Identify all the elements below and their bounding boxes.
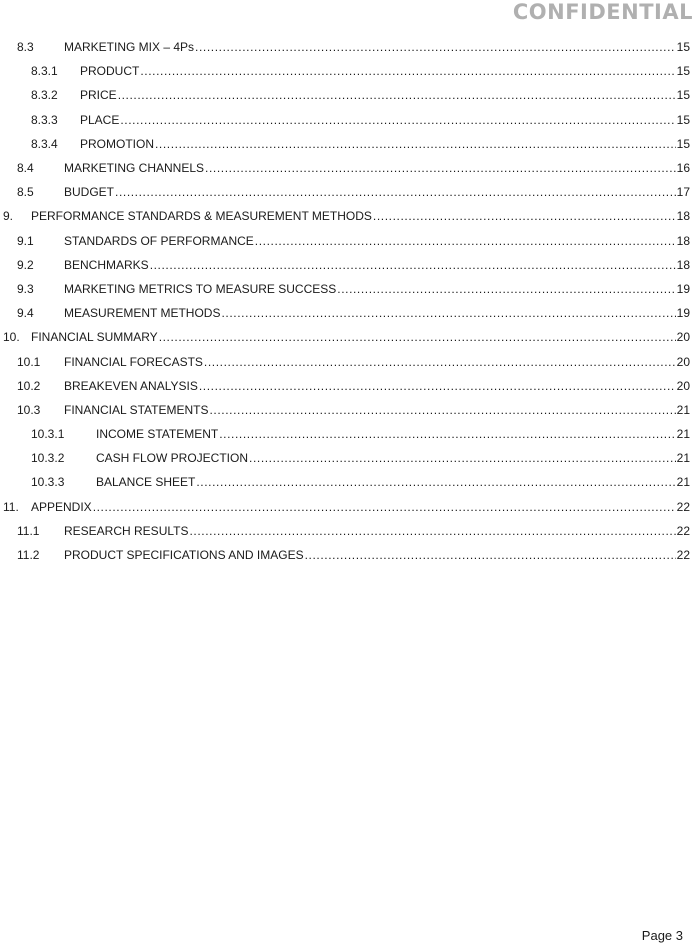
toc-entry[interactable] [0,108,690,132]
toc-entry-page: 20 [676,378,690,393]
toc-entry-title: MARKETING MIX – 4Ps [64,40,195,55]
toc-entry-title: FINANCIAL STATEMENTS [64,402,209,417]
toc-entry-page: 17 [676,185,690,200]
toc-entry-page: 20 [676,330,690,345]
toc-entry[interactable] [0,132,690,156]
toc-entry-page: 15 [676,88,690,103]
toc-dot-leader [255,234,676,248]
toc-dot-leader [115,185,676,199]
toc-entry-title: MARKETING CHANNELS [64,161,205,176]
toc-entry-number: 8.3.1 [31,64,58,79]
table-of-contents [0,35,690,567]
toc-entry-title: PERFORMANCE STANDARDS & MEASUREMENT METHODS [31,209,372,224]
toc-entry[interactable] [0,59,690,83]
toc-entry-title: PRICE [80,88,117,103]
toc-dot-leader [219,427,675,441]
toc-entry-number: 9.3 [17,281,34,296]
toc-entry-page: 21 [676,402,690,417]
toc-dot-leader [205,161,676,175]
toc-dot-leader [189,524,675,538]
toc-entry[interactable] [0,35,690,59]
toc-dot-leader [221,306,675,320]
toc-entry-number: 8.3.3 [31,112,58,127]
toc-dot-leader [199,379,676,393]
toc-entry-page: 22 [676,523,690,538]
toc-dot-leader [159,330,676,344]
toc-dot-leader [120,113,675,127]
toc-entry-title: RESEARCH RESULTS [64,523,189,538]
toc-entry[interactable] [0,543,690,567]
toc-entry[interactable] [0,349,690,373]
toc-entry-number: 10.1 [17,354,41,369]
toc-entry-page: 19 [676,281,690,296]
toc-dot-leader [196,475,675,489]
toc-entry-number: 9.4 [17,306,34,321]
toc-entry[interactable] [0,180,690,204]
toc-entry-title: APPENDIX [31,499,92,514]
toc-entry-number: 9. [3,209,14,224]
toc-dot-leader [195,40,676,54]
toc-entry-number: 9.1 [17,233,34,248]
page-number: Page 3 [641,928,683,943]
toc-entry-page: 15 [676,136,690,151]
confidential-watermark: CONFIDENTIAL [512,0,693,24]
toc-entry-number: 9.2 [17,257,34,272]
toc-entry-title: PRODUCT [80,64,140,79]
toc-entry-page: 15 [676,112,690,127]
toc-entry-number: 10.3.3 [31,475,65,490]
toc-entry-page: 21 [676,451,690,466]
toc-entry-title: MARKETING METRICS TO MEASURE SUCCESS [64,281,337,296]
toc-entry-number: 10.2 [17,378,41,393]
toc-entry-number: 8.3 [17,40,34,55]
toc-entry-page: 22 [676,548,690,563]
toc-dot-leader [373,209,676,223]
toc-entry-number: 10.3.1 [31,427,65,442]
toc-entry-page: 15 [676,40,690,55]
toc-entry[interactable] [0,495,690,519]
toc-entry-page: 18 [676,257,690,272]
toc-entry-number: 10.3 [17,402,41,417]
toc-entry-title: CASH FLOW PROJECTION [96,451,249,466]
toc-entry-number: 11. [3,499,19,514]
toc-entry-title: STANDARDS OF PERFORMANCE [64,233,254,248]
toc-entry-page: 20 [676,354,690,369]
toc-entry-page: 15 [676,64,690,79]
toc-dot-leader [150,258,676,272]
toc-entry[interactable] [0,519,690,543]
toc-entry[interactable] [0,446,690,470]
toc-entry-title: FINANCIAL FORECASTS [64,354,203,369]
toc-entry-page: 21 [676,427,690,442]
toc-entry[interactable] [0,470,690,494]
toc-dot-leader [305,548,676,562]
toc-entry-page: 18 [676,209,690,224]
toc-entry-page: 16 [676,161,690,176]
toc-entry-title: BALANCE SHEET [96,475,196,490]
toc-dot-leader [140,64,675,78]
toc-dot-leader [118,88,676,102]
toc-entry-title: PROMOTION [80,136,154,151]
toc-dot-leader [249,451,676,465]
toc-dot-leader [204,355,676,369]
toc-entry-number: 10.3.2 [31,451,65,466]
toc-entry-number: 10. [3,330,20,345]
toc-entry[interactable] [0,83,690,107]
toc-entry[interactable] [0,301,690,325]
toc-entry-title: INCOME STATEMENT [96,427,219,442]
toc-dot-leader [93,500,676,514]
toc-dot-leader [155,137,676,151]
toc-entry[interactable] [0,204,690,228]
toc-entry[interactable] [0,229,690,253]
toc-entry[interactable] [0,325,690,349]
toc-dot-leader [337,282,675,296]
toc-entry[interactable] [0,398,690,422]
toc-entry-title: PRODUCT SPECIFICATIONS AND IMAGES [64,548,304,563]
toc-entry-number: 11.1 [17,523,40,538]
toc-entry[interactable] [0,156,690,180]
toc-entry-title: BENCHMARKS [64,257,149,272]
toc-entry-number: 8.5 [17,185,34,200]
toc-entry-page: 19 [676,306,690,321]
toc-entry-page: 22 [676,499,690,514]
toc-entry-title: BREAKEVEN ANALYSIS [64,378,198,393]
toc-entry[interactable] [0,277,690,301]
toc-entry-title: MEASUREMENT METHODS [64,306,221,321]
toc-entry[interactable] [0,374,690,398]
toc-entry[interactable] [0,422,690,446]
toc-entry-number: 8.4 [17,161,34,176]
toc-entry-title: PLACE [80,112,120,127]
toc-entry-title: BUDGET [64,185,115,200]
toc-entry[interactable] [0,253,690,277]
toc-entry-page: 21 [676,475,690,490]
toc-entry-number: 8.3.2 [31,88,58,103]
toc-entry-number: 8.3.4 [31,136,58,151]
toc-entry-number: 11.2 [17,548,40,563]
toc-entry-title: FINANCIAL SUMMARY [31,330,158,345]
toc-entry-page: 18 [676,233,690,248]
toc-dot-leader [209,403,675,417]
